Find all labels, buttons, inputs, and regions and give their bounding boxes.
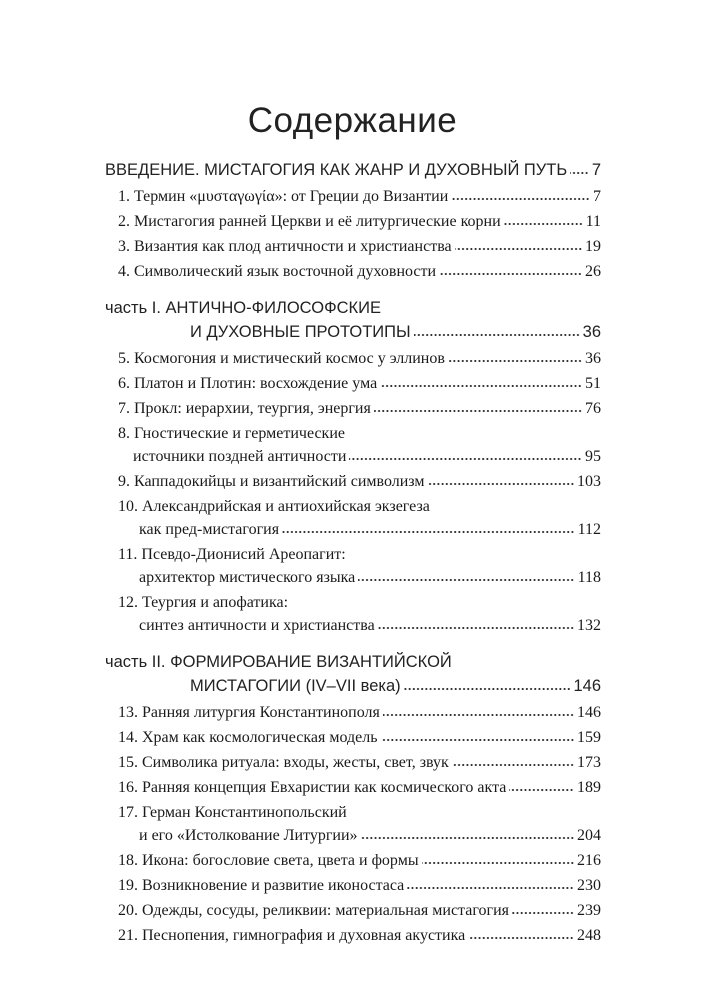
dot-leader [455,247,582,251]
chapter-line [118,543,601,566]
chapter-entry[interactable] [118,210,601,233]
chapter-page-number: 173 [577,754,601,771]
chapter-title: 6. Платон и Плотин: восхождение ума [118,375,378,392]
dot-leader [422,861,574,865]
section-heading-text: МИСТАГОГИИ (IV–VII века) [190,677,401,695]
chapter-page-number: 239 [577,902,601,919]
chapter-entry[interactable] [118,235,601,258]
chapter-line [118,470,601,493]
toc-section [105,650,601,947]
chapter-line [118,701,601,724]
section-page-number: 7 [591,161,601,179]
chapter-entry[interactable] [118,397,601,420]
chapter-title: 4. Символический язык восточной духовности [118,263,437,280]
chapter-page-number: 216 [577,852,601,869]
chapter-page-number: 248 [577,927,601,944]
dot-leader [451,197,590,201]
chapter-line [118,614,601,637]
chapter-page-number: 132 [577,617,601,634]
chapter-entry[interactable] [118,874,601,897]
chapter-title: 18. Икона: богословие света, цвета и формы [118,852,419,869]
chapter-page-number: 36 [585,350,601,367]
chapter-entry[interactable] [118,347,601,370]
chapter-page-number: 51 [585,375,601,392]
chapter-line [118,347,601,370]
dot-leader [452,763,574,767]
dot-leader [282,530,575,534]
dot-leader [428,482,575,486]
chapter-entry[interactable] [118,495,601,541]
chapter-title: и его «Истолкование Литургии» [139,827,358,844]
toc-section [105,296,601,637]
section-heading[interactable] [105,650,601,698]
chapter-entry[interactable] [118,849,601,872]
section-heading[interactable] [105,158,601,182]
chapter-line [118,591,601,614]
dot-leader [361,836,574,840]
chapter-page-number: 95 [585,448,601,465]
chapter-entry[interactable] [118,591,601,637]
chapter-line [118,235,601,258]
chapter-line [118,849,601,872]
chapter-title: 10. Александрийская и антиохийская экзегеза [118,498,430,515]
chapter-entry[interactable] [118,924,601,947]
dot-leader [570,171,589,175]
chapter-line [118,210,601,233]
chapter-entry[interactable] [118,543,601,589]
chapter-page-number: 146 [577,704,601,721]
dot-leader [374,409,582,413]
chapter-entry[interactable] [118,776,601,799]
chapter-line [118,566,601,589]
chapter-entry[interactable] [118,751,601,774]
dot-leader [378,626,574,630]
chapter-line [118,801,601,824]
section-heading-line [105,158,601,182]
dot-leader [448,359,582,363]
chapter-title: архитектор мистического языка [139,569,356,586]
chapter-title: 13. Ранняя литургия Константинополя [118,704,380,721]
dot-leader [439,272,582,276]
section-heading-line [105,650,601,674]
chapter-line [118,776,601,799]
chapter-line [118,874,601,897]
chapter-title: 2. Мистагогия ранней Церкви и её литургические корни [118,213,501,230]
chapter-line [118,495,601,518]
chapter-title: 14. Храм как космологическая модель [118,729,378,746]
chapter-title: 1. Термин «μυσταγωγία»: от Греции до Византии [118,188,449,205]
section-heading-text: часть I. АНТИЧНО-ФИЛОСОФСКИЕ [105,299,382,317]
chapter-page-number: 118 [577,569,601,586]
chapter-title: как пред-мистагогия [139,521,280,538]
chapter-title: 5. Космогония и мистический космос у эллинов [118,350,445,367]
chapter-title: 3. Византия как плод античности и христианства [118,238,452,255]
chapter-title: 16. Ранняя концепция Евхаристии как космического акта [118,779,507,796]
chapter-entry[interactable] [118,372,601,395]
dot-leader [407,886,574,890]
chapter-title: 21. Песнопения, гимнография и духовная акустика [118,927,466,944]
section-heading[interactable] [105,296,601,344]
chapter-page-number: 7 [593,188,601,205]
chapter-page-number: 76 [585,400,601,417]
table-of-contents [105,158,601,949]
chapter-page-number: 204 [577,827,601,844]
section-heading-text: ВВЕДЕНИЕ. МИСТАГОГИЯ КАК ЖАНР И ДУХОВНЫЙ ПУТЬ [105,161,568,179]
chapter-line [118,372,601,395]
chapter-title: 19. Возникновение и развитие иконостаса [118,877,405,894]
chapter-line [118,924,601,947]
chapter-title: источники поздней античности [133,448,347,465]
chapter-page-number: 189 [577,779,601,796]
dot-leader [349,457,582,461]
chapter-entry[interactable] [118,470,601,493]
page-title: Содержание [247,101,458,141]
section-page-number: 36 [582,323,601,341]
dot-leader [414,333,580,337]
chapter-entry[interactable] [118,801,601,847]
chapter-page-number: 19 [585,238,601,255]
dot-leader [468,936,574,940]
chapter-title: 9. Каппадокийцы и византийский символизм [118,473,425,490]
chapter-list [105,701,601,947]
dot-leader [404,687,571,691]
chapter-page-number: 230 [577,877,601,894]
dot-leader [383,713,574,717]
chapter-title: 11. Псевдо-Дионисий Ареопагит: [118,546,346,563]
chapter-page-number: 26 [585,263,601,280]
chapter-line [118,751,601,774]
dot-leader [504,222,583,226]
chapter-entry[interactable] [118,726,601,749]
chapter-entry[interactable] [118,260,601,283]
chapter-entry[interactable] [118,185,601,208]
section-heading-line [105,296,601,320]
chapter-title: 7. Прокл: иерархии, теургия, энергия [118,400,371,417]
section-page-number: 146 [573,677,601,695]
chapter-title: 8. Гностические и герметические [118,425,345,442]
chapter-line [118,445,601,468]
dot-leader [381,738,575,742]
chapter-entry[interactable] [118,422,601,468]
chapter-line [118,397,601,420]
chapter-page-number: 112 [577,521,601,538]
dot-leader [512,911,574,915]
chapter-entry[interactable] [118,701,601,724]
chapter-page-number: 11 [585,213,601,230]
chapter-title: 12. Теургия и апофатика: [118,594,289,611]
chapter-title: синтез античности и христианства [139,617,375,634]
chapter-line [118,422,601,445]
chapter-page-number: 103 [577,473,601,490]
chapter-line [118,260,601,283]
chapter-page-number: 159 [577,729,601,746]
chapter-title: 20. Одежды, сосуды, реликвии: материальная мистагогия [118,902,509,919]
chapter-line [118,518,601,541]
chapter-title: 15. Символика ритуала: входы, жесты, свет, звук [118,754,449,771]
dot-leader [380,384,582,388]
chapter-title: 17. Герман Константинопольский [118,804,347,821]
section-heading-text: И ДУХОВНЫЕ ПРОТОТИПЫ [190,323,411,341]
chapter-line [118,899,601,922]
section-heading-line [105,674,601,698]
chapter-entry[interactable] [118,899,601,922]
dot-leader [509,788,574,792]
chapter-line [118,185,601,208]
chapter-list [105,185,601,283]
toc-section [105,158,601,283]
dot-leader [358,578,574,582]
chapter-line [118,824,601,847]
chapter-line [118,726,601,749]
chapter-list [105,347,601,637]
section-heading-text: часть II. ФОРМИРОВАНИЕ ВИЗАНТИЙСКОЙ [105,653,452,671]
section-heading-line [105,320,601,344]
